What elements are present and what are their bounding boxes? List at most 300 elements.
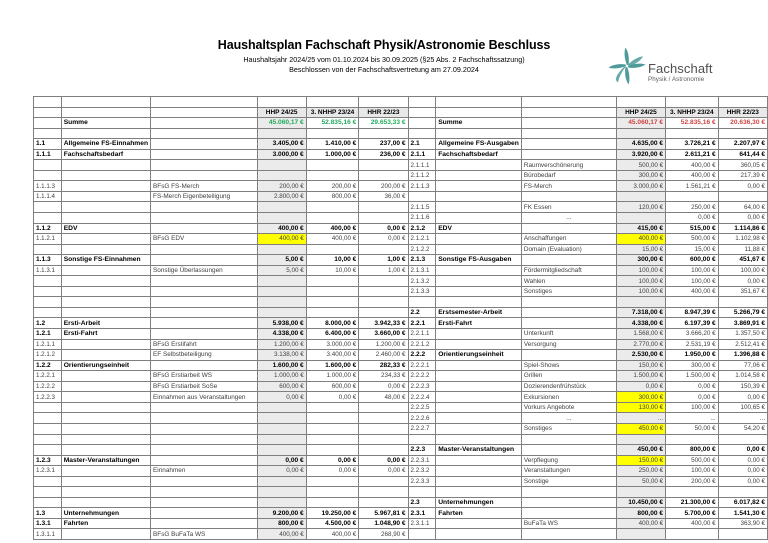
expense-row-number[interactable]: 2.3: [408, 497, 436, 508]
expense-row-value-2[interactable]: 1.561,21 €: [666, 181, 719, 192]
expense-row-label[interactable]: Verpflegung: [521, 455, 616, 466]
expense-row-value-1[interactable]: 450,00 €: [616, 423, 665, 434]
income-row-value-2[interactable]: 8.000,00 €: [306, 318, 359, 329]
expense-summary-num: [408, 118, 436, 129]
expense-row-value-3[interactable]: 6.017,82 €: [718, 497, 767, 508]
expense-row-number[interactable]: 2.2.2.2: [408, 371, 436, 382]
expense-row-label[interactable]: Sonstige FS-Ausgaben: [436, 255, 522, 266]
income-row-value-1[interactable]: 800,00 €: [257, 518, 306, 529]
expense-row-value-3[interactable]: 150,39 €: [718, 381, 767, 392]
expense-row-number[interactable]: 2.2: [408, 307, 436, 318]
expense-row-number[interactable]: 2.2.1.1: [408, 329, 436, 340]
expense-row-value-1[interactable]: 50,00 €: [616, 476, 665, 487]
expense-row-value-3[interactable]: 1.357,50 €: [718, 329, 767, 340]
expense-row-value-2[interactable]: 0,00 €: [666, 392, 719, 403]
expense-row-value-3[interactable]: 64,00 €: [718, 202, 767, 213]
expense-row-value-2[interactable]: 400,00 €: [666, 170, 719, 181]
income-row-value-3[interactable]: 5.967,81 €: [359, 508, 408, 519]
income-row-value-2[interactable]: 19.250,00 €: [306, 508, 359, 519]
expense-colhdr-name: [521, 107, 616, 118]
income-row-label[interactable]: Einnahmen: [151, 466, 257, 477]
expense-row-value-2[interactable]: 800,00 €: [666, 445, 719, 456]
expense-row-value-3[interactable]: 1.014,58 €: [718, 371, 767, 382]
expense-row-value-3[interactable]: 2.512,41 €: [718, 339, 767, 350]
expense-row-value-1[interactable]: 1.568,00 €: [616, 329, 665, 340]
expense-row-value-3[interactable]: 351,67 €: [718, 286, 767, 297]
expense-heading: [436, 97, 522, 108]
expense-row-value-2[interactable]: 400,00 €: [666, 160, 719, 171]
expense-row-number[interactable]: 2.1.1.1: [408, 160, 436, 171]
income-row-value-2[interactable]: 0,00 €: [306, 392, 359, 403]
income-row-label[interactable]: Einnahmen aus Veranstaltungen: [151, 392, 257, 403]
expense-row-indent-cell: [436, 170, 522, 181]
income-row-number[interactable]: 1.1.2: [34, 223, 62, 234]
income-row-value-3[interactable]: 0,00 €: [359, 381, 408, 392]
expense-row-label[interactable]: BuFaTa WS: [521, 518, 616, 529]
expense-row-value-2[interactable]: 600,00 €: [666, 255, 719, 266]
income-row-number[interactable]: 1.2.1.1: [34, 339, 62, 350]
expense-row-value-1[interactable]: 400,00 €: [616, 518, 665, 529]
income-row-value-1: [257, 286, 306, 297]
expense-row-number[interactable]: 2.1.3.1: [408, 265, 436, 276]
expense-row-number[interactable]: 2.2.3.1: [408, 455, 436, 466]
spacer-cell: [359, 128, 408, 139]
expense-row-value-2[interactable]: 0,00 €: [666, 381, 719, 392]
expense-row-label[interactable]: Vorkurs Angebote: [521, 402, 616, 413]
income-row-number[interactable]: 1.3: [34, 508, 62, 519]
income-row-value-3[interactable]: 3.942,33 €: [359, 318, 408, 329]
expense-row-value-1[interactable]: 3.920,00 €: [616, 149, 665, 160]
expense-row-value-2[interactable]: 15,00 €: [666, 244, 719, 255]
expense-row-value-2[interactable]: 2.531,19 €: [666, 339, 719, 350]
income-row-value-3[interactable]: 0,00 €: [359, 455, 408, 466]
expense-row-label[interactable]: Raumverschönerung: [521, 160, 616, 171]
expense-row-value-1[interactable]: 0,00 €: [616, 381, 665, 392]
expense-row-number[interactable]: 2.2.2.6: [408, 413, 436, 424]
expense-row-number[interactable]: 2.2.3: [408, 445, 436, 456]
income-row-value-1[interactable]: 9.200,00 €: [257, 508, 306, 519]
income-row-value-3[interactable]: 236,00 €: [359, 149, 408, 160]
income-row-value-2[interactable]: 1.600,00 €: [306, 360, 359, 371]
expense-row-value-2[interactable]: 21.300,00 €: [666, 497, 719, 508]
expense-row-label[interactable]: Unternehmungen: [436, 497, 522, 508]
income-row-value-3[interactable]: 268,90 €: [359, 529, 408, 540]
income-row-value-2[interactable]: 1.410,00 €: [306, 139, 359, 150]
expense-row-value-2[interactable]: 100,00 €: [666, 276, 719, 287]
expense-row-number[interactable]: 2.2.2: [408, 350, 436, 361]
expense-row-label[interactable]: Versorgung: [521, 339, 616, 350]
expense-row-value-3[interactable]: 100,00 €: [718, 265, 767, 276]
expense-row-value-3[interactable]: 0,00 €: [718, 213, 767, 224]
expense-row-label[interactable]: Sonstiges: [521, 286, 616, 297]
expense-row-value-2[interactable]: 50,00 €: [666, 423, 719, 434]
income-row-number[interactable]: 1.3.1: [34, 518, 62, 529]
income-row-label[interactable]: EF Selbstbeteiligung: [151, 350, 257, 361]
expense-row-value-1[interactable]: 150,00 €: [616, 455, 665, 466]
income-row-number[interactable]: 1.2: [34, 318, 62, 329]
expense-row-value-1[interactable]: 300,00 €: [616, 392, 665, 403]
income-row-value-2[interactable]: 400,00 €: [306, 529, 359, 540]
expense-row-label[interactable]: Domain (Evaluation): [521, 244, 616, 255]
income-row-number[interactable]: 1.2.3: [34, 455, 62, 466]
income-row-value-2[interactable]: 10,00 €: [306, 255, 359, 266]
expense-row-value-2[interactable]: 1.950,00 €: [666, 350, 719, 361]
income-row-value-2[interactable]: 800,00 €: [306, 191, 359, 202]
income-row-value-1[interactable]: 1.200,00 €: [257, 339, 306, 350]
expense-summary-label: Summe: [436, 118, 522, 129]
income-row-value-1[interactable]: 600,00 €: [257, 381, 306, 392]
income-row-label[interactable]: Unternehmungen: [61, 508, 150, 519]
expense-row-value-2[interactable]: 3.666,20 €: [666, 329, 719, 340]
income-row-label[interactable]: Sonstige FS-Einnahmen: [61, 255, 150, 266]
expense-row-value-1[interactable]: 800,00 €: [616, 508, 665, 519]
expense-row-value-1[interactable]: 4.635,00 €: [616, 139, 665, 150]
expense-row-value-1[interactable]: 120,00 €: [616, 202, 665, 213]
income-row-value-1[interactable]: 5.938,00 €: [257, 318, 306, 329]
income-row-value-3[interactable]: 0,00 €: [359, 466, 408, 477]
expense-row-number[interactable]: 2.1.1.6: [408, 213, 436, 224]
income-row-value-1[interactable]: 400,00 €: [257, 234, 306, 245]
expense-row-value-1[interactable]: 7.318,00 €: [616, 307, 665, 318]
expense-row-value-3[interactable]: 0,00 €: [718, 181, 767, 192]
expense-row-value-1[interactable]: 400,00 €: [616, 234, 665, 245]
expense-row-value-3[interactable]: 1.102,98 €: [718, 234, 767, 245]
expense-row-value-2[interactable]: 300,00 €: [666, 360, 719, 371]
expense-row-indent-cell: [436, 476, 522, 487]
income-row-value-2[interactable]: 3.400,00 €: [306, 350, 359, 361]
expense-row-number[interactable]: 2.2.1.2: [408, 339, 436, 350]
expense-row-value-3[interactable]: 0,00 €: [718, 392, 767, 403]
income-row-number[interactable]: 1.1.1: [34, 149, 62, 160]
expense-row-value-1[interactable]: 415,00 €: [616, 223, 665, 234]
income-row-label[interactable]: Sonstige Überlassungen: [151, 265, 257, 276]
expense-row-value-2[interactable]: 8.947,39 €: [666, 307, 719, 318]
expense-row-number[interactable]: 2.2.2.1: [408, 360, 436, 371]
income-row-value-3[interactable]: 0,00 €: [359, 223, 408, 234]
expense-row-value-3[interactable]: ...: [718, 413, 767, 424]
expense-row-label-pad: [521, 149, 616, 160]
income-summary-num: [34, 118, 62, 129]
expense-row-value-2[interactable]: 500,00 €: [666, 455, 719, 466]
table-row: [34, 223, 768, 234]
income-row-label: [151, 286, 257, 297]
expense-row-value-3[interactable]: 0,00 €: [718, 445, 767, 456]
expense-row-number[interactable]: 2.2.3.2: [408, 466, 436, 477]
expense-row-value-3[interactable]: 5.266,79 €: [718, 307, 767, 318]
income-row-label[interactable]: BFsG Erstifahrt: [151, 339, 257, 350]
expense-row-value-3[interactable]: 451,67 €: [718, 255, 767, 266]
expense-row-value-2[interactable]: 3.726,21 €: [666, 139, 719, 150]
income-row-value-3[interactable]: 3.660,00 €: [359, 329, 408, 340]
expense-row-value-2[interactable]: 200,00 €: [666, 476, 719, 487]
expense-row-value-1[interactable]: 300,00 €: [616, 170, 665, 181]
expense-row-value-1[interactable]: 500,00 €: [616, 160, 665, 171]
income-row-value-2[interactable]: 400,00 €: [306, 223, 359, 234]
income-row-label[interactable]: BFsG BuFaTa WS: [151, 529, 257, 540]
expense-row-value-3[interactable]: 363,90 €: [718, 518, 767, 529]
expense-row-value-2[interactable]: 515,00 €: [666, 223, 719, 234]
expense-row-value-1[interactable]: 300,00 €: [616, 255, 665, 266]
income-row-label[interactable]: BFsG Erstiarbeit WS: [151, 371, 257, 382]
income-row-number[interactable]: 1.1.1.4: [34, 191, 62, 202]
income-row-number: [34, 297, 62, 308]
expense-row-value-2[interactable]: 400,00 €: [666, 518, 719, 529]
income-row-value-3[interactable]: 1.200,00 €: [359, 339, 408, 350]
expense-row-label[interactable]: FS-Merch: [521, 181, 616, 192]
expense-row-number[interactable]: 2.1.1.5: [408, 202, 436, 213]
expense-row-label[interactable]: ...: [521, 413, 616, 424]
income-row-value-2[interactable]: 0,00 €: [306, 466, 359, 477]
income-row-number[interactable]: 1.2.1: [34, 329, 62, 340]
income-row-label[interactable]: EDV: [61, 223, 150, 234]
expense-row-value-2[interactable]: 400,00 €: [666, 286, 719, 297]
expense-row-number[interactable]: 2.2.2.3: [408, 381, 436, 392]
expense-row-number: [408, 434, 436, 445]
income-row-value-1[interactable]: 3.138,00 €: [257, 350, 306, 361]
expense-row-label[interactable]: Master-Veranstaltungen: [436, 445, 522, 456]
income-row-value-2[interactable]: 400,00 €: [306, 234, 359, 245]
income-row-label[interactable]: BFsG Erstiarbeit SoSe: [151, 381, 257, 392]
expense-row-number[interactable]: 2.1: [408, 139, 436, 150]
expense-row-label[interactable]: Grillen: [521, 371, 616, 382]
expense-row-value-1[interactable]: 250,00 €: [616, 466, 665, 477]
expense-row-value-2[interactable]: 0,00 €: [666, 213, 719, 224]
income-row-value-3[interactable]: 282,33 €: [359, 360, 408, 371]
spacer-cell: [257, 128, 306, 139]
expense-row-value-2[interactable]: 2.611,21 €: [666, 149, 719, 160]
table-row: [34, 307, 768, 318]
expense-row-number[interactable]: 2.2.1: [408, 318, 436, 329]
income-row-value-2[interactable]: 0,00 €: [306, 455, 359, 466]
income-row-number[interactable]: 1.3.1.1: [34, 529, 62, 540]
expense-row-value-3[interactable]: 0,00 €: [718, 476, 767, 487]
income-row-value-3[interactable]: 48,00 €: [359, 392, 408, 403]
expense-row-label[interactable]: Orientierungseinheit: [436, 350, 522, 361]
income-row-value-1[interactable]: 0,00 €: [257, 466, 306, 477]
expense-row-value-1[interactable]: 2.530,00 €: [616, 350, 665, 361]
expense-row-label[interactable]: Fördermitgliedschaft: [521, 265, 616, 276]
expense-row-number[interactable]: 2.2.2.7: [408, 423, 436, 434]
income-row-label[interactable]: Master-Veranstaltungen: [61, 455, 150, 466]
expense-row-value-1[interactable]: 100,00 €: [616, 286, 665, 297]
expense-row-number[interactable]: 2.1.3.3: [408, 286, 436, 297]
expense-row-label[interactable]: Sonstiges: [521, 423, 616, 434]
expense-row-label[interactable]: Anschaffungen: [521, 234, 616, 245]
income-row-value-1[interactable]: 3.405,00 €: [257, 139, 306, 150]
expense-row-value-3[interactable]: 0,00 €: [718, 466, 767, 477]
income-row-value-3[interactable]: 1.048,90 €: [359, 518, 408, 529]
income-row-number[interactable]: 1.1.3: [34, 255, 62, 266]
income-row-number: [34, 423, 62, 434]
income-row-value-3[interactable]: 234,33 €: [359, 371, 408, 382]
income-row-label: [151, 487, 257, 498]
expense-row-value-3[interactable]: 3.869,91 €: [718, 318, 767, 329]
expense-row-value-3[interactable]: 641,44 €: [718, 149, 767, 160]
expense-row-label[interactable]: Allgemeine FS-Ausgaben: [436, 139, 522, 150]
expense-row-value-2[interactable]: ...: [666, 413, 719, 424]
expense-row-number[interactable]: 2.2.2.4: [408, 392, 436, 403]
expense-row-value-1[interactable]: 130,00 €: [616, 402, 665, 413]
expense-row-label[interactable]: Exkursionen: [521, 392, 616, 403]
expense-row-value-3[interactable]: 1.396,88 €: [718, 350, 767, 361]
expense-row-value-3[interactable]: 2.207,97 €: [718, 139, 767, 150]
income-row-label[interactable]: BFsG FS-Merch: [151, 181, 257, 192]
income-row-indent-cell: [61, 160, 150, 171]
expense-row-label[interactable]: FK Essen: [521, 202, 616, 213]
spacer-cell: [151, 128, 257, 139]
expense-row-value-1[interactable]: 450,00 €: [616, 445, 665, 456]
expense-row-label[interactable]: Fachschaftsbedarf: [436, 149, 522, 160]
expense-row-value-3[interactable]: 11,88 €: [718, 244, 767, 255]
income-row-value-1[interactable]: 5,00 €: [257, 265, 306, 276]
income-row-value-1[interactable]: 1.000,00 €: [257, 371, 306, 382]
expense-row-number[interactable]: 2.2.3.3: [408, 476, 436, 487]
expense-row-value-3[interactable]: 1.114,86 €: [718, 223, 767, 234]
expense-row-value-1[interactable]: [616, 213, 665, 224]
expense-row-number[interactable]: 2.1.1.2: [408, 170, 436, 181]
income-row-label[interactable]: Fahrten: [61, 518, 150, 529]
income-row-value-3[interactable]: 2.460,00 €: [359, 350, 408, 361]
income-row-value-2[interactable]: 10,00 €: [306, 265, 359, 276]
income-row-value-2[interactable]: 1.000,00 €: [306, 149, 359, 160]
income-row-label[interactable]: Ersti-Fahrt: [61, 329, 150, 340]
income-row-value-1[interactable]: 0,00 €: [257, 392, 306, 403]
expense-row-label[interactable]: Wahlen: [521, 276, 616, 287]
expense-row-label[interactable]: Ersti-Fahrt: [436, 318, 522, 329]
income-row-number: [34, 286, 62, 297]
income-row-value-3[interactable]: 1,00 €: [359, 265, 408, 276]
income-row-value-1[interactable]: 400,00 €: [257, 529, 306, 540]
expense-row-value-2[interactable]: 6.197,39 €: [666, 318, 719, 329]
income-row-value-3[interactable]: 237,00 €: [359, 139, 408, 150]
income-row-label[interactable]: BFsG EDV: [151, 234, 257, 245]
expense-row-number[interactable]: 2.1.2.1: [408, 234, 436, 245]
income-row-number[interactable]: 1.2.2.3: [34, 392, 62, 403]
expense-row-value-3[interactable]: 54,20 €: [718, 423, 767, 434]
expense-row-label[interactable]: EDV: [436, 223, 522, 234]
expense-row-value-2[interactable]: 1.500,00 €: [666, 371, 719, 382]
income-row-value-3[interactable]: 200,00 €: [359, 181, 408, 192]
income-row-value-2[interactable]: 1.000,00 €: [306, 371, 359, 382]
expense-row-value-1[interactable]: 4.338,00 €: [616, 318, 665, 329]
income-row-value-1[interactable]: 5,00 €: [257, 255, 306, 266]
income-row-value-1[interactable]: 200,00 €: [257, 181, 306, 192]
income-row-value-1[interactable]: 0,00 €: [257, 455, 306, 466]
expense-row-value-1[interactable]: 100,00 €: [616, 265, 665, 276]
income-row-value-2[interactable]: 200,00 €: [306, 181, 359, 192]
expense-row-value-2[interactable]: 500,00 €: [666, 234, 719, 245]
expense-row-value-1[interactable]: 10.450,00 €: [616, 497, 665, 508]
expense-row-number[interactable]: 2.1.1.3: [408, 181, 436, 192]
expense-row-value-1[interactable]: 150,00 €: [616, 360, 665, 371]
expense-row-value-2[interactable]: 250,00 €: [666, 202, 719, 213]
income-row-label[interactable]: Ersti-Arbeit: [61, 318, 150, 329]
expense-row-label[interactable]: Veranstaltungen: [521, 466, 616, 477]
income-row-value-2[interactable]: 600,00 €: [306, 381, 359, 392]
expense-row-number[interactable]: 2.2.2.5: [408, 402, 436, 413]
income-row-number[interactable]: 1.2.2.1: [34, 371, 62, 382]
expense-row-label[interactable]: Dozierendenfrühstück: [521, 381, 616, 392]
expense-row-value-1[interactable]: 1.500,00 €: [616, 371, 665, 382]
expense-row-value-3[interactable]: 100,65 €: [718, 402, 767, 413]
income-row-indent-cell: [61, 297, 150, 308]
income-row-value-2[interactable]: 3.000,00 €: [306, 339, 359, 350]
expense-row-value-1[interactable]: 2.770,00 €: [616, 339, 665, 350]
income-row-value-1[interactable]: 2.800,00 €: [257, 191, 306, 202]
expense-row-number[interactable]: 2.1.2: [408, 223, 436, 234]
income-row-value-1: [257, 202, 306, 213]
income-row-value-2[interactable]: 6.400,00 €: [306, 329, 359, 340]
income-row-value-3[interactable]: 36,00 €: [359, 191, 408, 202]
logo-tagline: Physik / Astronomie: [648, 75, 705, 83]
expense-row-value-2[interactable]: 100,00 €: [666, 466, 719, 477]
income-row-value-1[interactable]: 1.600,00 €: [257, 360, 306, 371]
income-row-value-1[interactable]: 4.338,00 €: [257, 329, 306, 340]
expense-row-value-3[interactable]: 1.541,30 €: [718, 508, 767, 519]
income-row-label[interactable]: Fachschaftsbedarf: [61, 149, 150, 160]
income-row-label[interactable]: Allgemeine FS-Einnahmen: [61, 139, 150, 150]
expense-row-number[interactable]: 2.3.1: [408, 508, 436, 519]
expense-row-value-3[interactable]: 0,00 €: [718, 276, 767, 287]
expense-row-value-1[interactable]: 3.000,00 €: [616, 181, 665, 192]
income-row-number[interactable]: 1.2.3.1: [34, 466, 62, 477]
expense-row-label[interactable]: Bürobedarf: [521, 170, 616, 181]
income-row-label: [151, 170, 257, 181]
expense-row-label[interactable]: Erstsemester-Arbeit: [436, 307, 522, 318]
expense-row-label[interactable]: Sonstige: [521, 476, 616, 487]
expense-row-number[interactable]: 2.3.1.1: [408, 518, 436, 529]
expense-row-value-1[interactable]: ...: [616, 413, 665, 424]
income-row-value-1: [257, 402, 306, 413]
expense-row-number[interactable]: 2.1.3: [408, 255, 436, 266]
expense-row-value-3[interactable]: 360,05 €: [718, 160, 767, 171]
expense-row-indent-cell: [436, 286, 522, 297]
expense-row-number[interactable]: 2.1.2.2: [408, 244, 436, 255]
expense-row-label[interactable]: Unterkunft: [521, 329, 616, 340]
income-row-label[interactable]: FS-Merch Eigenbeteiligung: [151, 191, 257, 202]
expense-row-value-3[interactable]: 0,00 €: [718, 455, 767, 466]
expense-row-value-1[interactable]: 15,00 €: [616, 244, 665, 255]
income-row-value-3[interactable]: 1,00 €: [359, 255, 408, 266]
expense-row-value-1[interactable]: 100,00 €: [616, 276, 665, 287]
income-summary-value-1: 45.060,17 €: [257, 118, 306, 129]
expense-row-number[interactable]: 2.1.1: [408, 149, 436, 160]
income-row-value-1[interactable]: 3.000,00 €: [257, 149, 306, 160]
table-row: [34, 497, 768, 508]
income-row-number[interactable]: 1.1.3.1: [34, 265, 62, 276]
income-row-number[interactable]: 1.2.1.2: [34, 350, 62, 361]
income-row-number[interactable]: 1.2.2.2: [34, 381, 62, 392]
income-row-value-3[interactable]: 0,00 €: [359, 234, 408, 245]
income-row-value-1[interactable]: 400,00 €: [257, 223, 306, 234]
income-row-value-2[interactable]: 4.500,00 €: [306, 518, 359, 529]
expense-row-number[interactable]: 2.1.3.2: [408, 276, 436, 287]
income-row-number[interactable]: 1.1.1.3: [34, 181, 62, 192]
expense-row-value-2[interactable]: 5.700,00 €: [666, 508, 719, 519]
expense-row-label[interactable]: ...: [521, 213, 616, 224]
expense-row-label[interactable]: Spiel-Shows: [521, 360, 616, 371]
income-row-number[interactable]: 1.1: [34, 139, 62, 150]
income-row-label[interactable]: Orientierungseinheit: [61, 360, 150, 371]
income-row-number[interactable]: 1.1.2.1: [34, 234, 62, 245]
expense-row-value-3[interactable]: 217,39 €: [718, 170, 767, 181]
expense-row-label[interactable]: Fahrten: [436, 508, 522, 519]
table-row: [34, 181, 768, 192]
expense-row-value-2[interactable]: 100,00 €: [666, 265, 719, 276]
income-row-number[interactable]: 1.2.2: [34, 360, 62, 371]
expense-row-value-2[interactable]: 100,00 €: [666, 402, 719, 413]
expense-row-value-3[interactable]: 77,06 €: [718, 360, 767, 371]
